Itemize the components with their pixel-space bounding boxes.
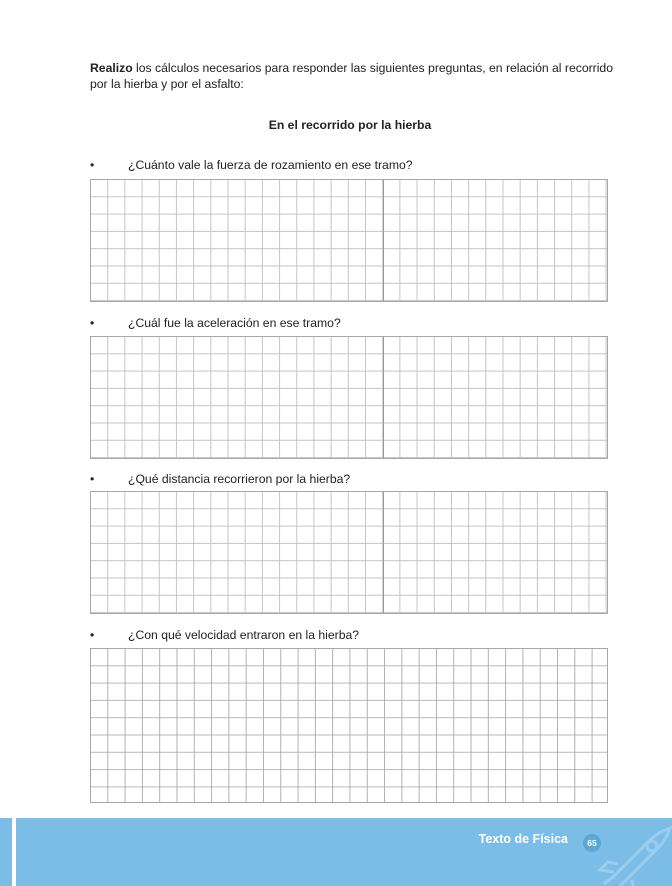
question-4 <box>90 627 359 643</box>
question-text: ¿Cuál fue la aceleración en ese tramo? <box>128 316 341 330</box>
answer-grid-1[interactable] <box>90 179 608 302</box>
bullet-icon: • <box>90 316 95 330</box>
footer-book-title: Texto de Física <box>478 832 568 846</box>
answer-grid-3[interactable] <box>90 491 608 614</box>
bullet-icon: • <box>90 158 95 172</box>
instructions-bold-verb: Realizo <box>90 61 133 75</box>
bullet-icon: • <box>90 472 95 486</box>
bullet-icon: • <box>90 628 95 642</box>
question-text: ¿Con qué velocidad entraron en la hierba? <box>128 628 360 642</box>
question-3 <box>90 471 350 487</box>
grid-divider <box>383 180 384 301</box>
page-footer <box>0 818 672 886</box>
rocket-icon <box>590 818 672 886</box>
question-text: ¿Qué distancia recorrieron por la hierba? <box>128 472 351 486</box>
question-2 <box>90 315 341 331</box>
grid-divider <box>383 337 384 458</box>
question-1 <box>90 157 413 173</box>
instructions-text: los cálculos necesarios para responder las siguientes preguntas, en relación al recorrido por la hierba y por el asfalto: <box>90 61 613 91</box>
answer-grid-4[interactable] <box>90 648 608 803</box>
instructions-paragraph <box>90 60 620 92</box>
page-number-badge: 65 <box>583 834 601 852</box>
grid-divider <box>383 492 384 613</box>
section-title: En el recorrido por la hierba <box>268 118 432 132</box>
answer-grid-2[interactable] <box>90 336 608 459</box>
footer-edge-stripe <box>12 818 16 886</box>
question-text: ¿Cuánto vale la fuerza de rozamiento en ese tramo? <box>128 158 413 172</box>
